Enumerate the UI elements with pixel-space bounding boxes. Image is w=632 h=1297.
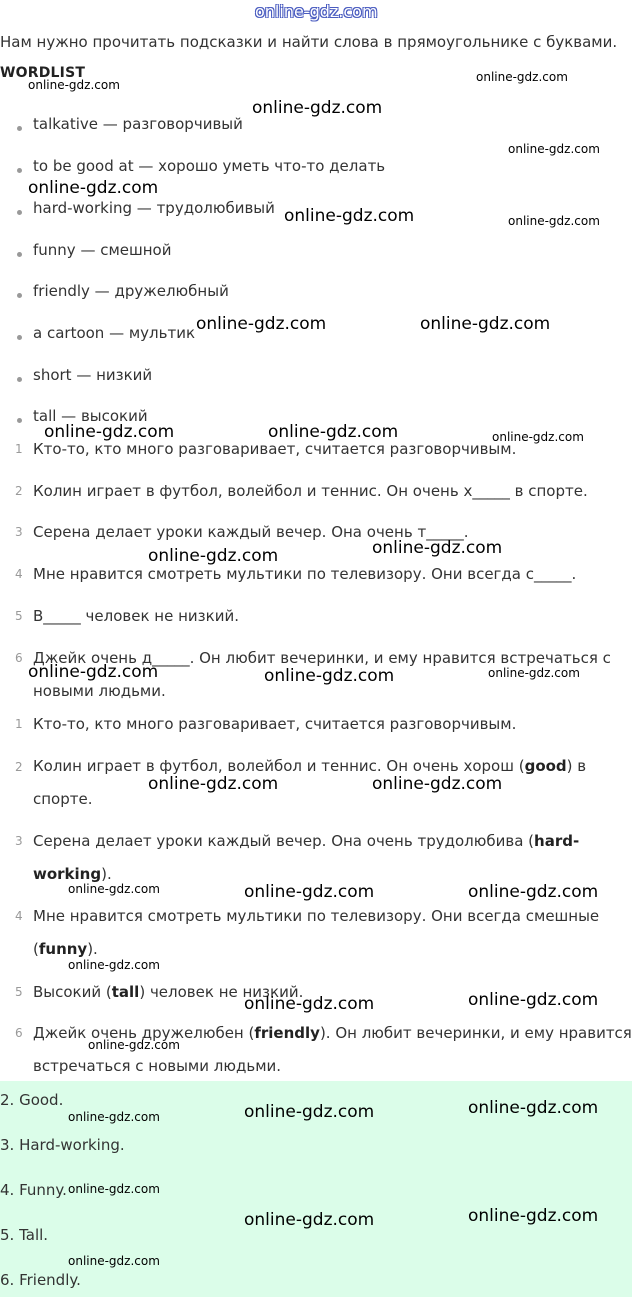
- wordlist-item: funny — смешной: [33, 241, 172, 259]
- solution-item-continued: [33, 940, 98, 958]
- solution-text: ) в: [566, 757, 587, 775]
- watermark: online-gdz.com: [196, 314, 327, 334]
- watermark: online-gdz.com: [244, 882, 375, 902]
- item-number: 2: [15, 760, 23, 774]
- wordlist-item: hard-working — трудолюбивый: [33, 199, 275, 217]
- item-number: 6: [15, 651, 23, 665]
- bullet-icon: [17, 210, 22, 215]
- solution-text: Колин играет в футбол, волейбол и теннис. Он очень хорош (: [33, 757, 525, 775]
- watermark: online-gdz.com: [28, 78, 120, 92]
- item-number: 4: [15, 909, 23, 923]
- watermark: online-gdz.com: [68, 958, 160, 972]
- site-logo-label: online-gdz.com: [255, 2, 378, 21]
- watermark: online-gdz.com: [44, 422, 175, 442]
- wordlist-item: a cartoon — мультик: [33, 324, 196, 342]
- watermark: online-gdz.com: [508, 142, 600, 156]
- exercise-item-continued: новыми людьми.: [33, 682, 166, 700]
- answer-word: friendly: [254, 1024, 320, 1042]
- answer-item: 6. Friendly.: [0, 1271, 81, 1289]
- answer-item: 5. Tall.: [0, 1226, 49, 1244]
- solution-text: ).: [87, 940, 98, 958]
- exercise-item: Мне нравится смотреть мультики по телевизору. Они всегда с_____.: [33, 565, 577, 583]
- watermark: online-gdz.com: [268, 422, 399, 442]
- solution-item: Кто-то, кто много разговаривает, считается разговорчивым.: [33, 715, 517, 733]
- watermark: online-gdz.com: [284, 206, 415, 226]
- wordlist-item: to be good at — хорошо уметь что-то делать: [33, 157, 386, 175]
- solution-text: Высокий (: [33, 983, 112, 1001]
- answer-word: hard-: [534, 832, 580, 850]
- exercise-item: В_____ человек не низкий.: [33, 607, 239, 625]
- solution-item-continued: спорте.: [33, 790, 93, 808]
- item-number: 5: [15, 985, 23, 999]
- watermark: online-gdz.com: [68, 1110, 160, 1124]
- solution-item: Мне нравится смотреть мультики по телевизору. Они всегда смешные: [33, 907, 600, 925]
- bullet-icon: [17, 168, 22, 173]
- exercise-item: Колин играет в футбол, волейбол и теннис. Он очень х_____ в спорте.: [33, 482, 588, 500]
- watermark: online-gdz.com: [372, 538, 503, 558]
- watermark: online-gdz.com: [420, 314, 551, 334]
- bullet-icon: [17, 335, 22, 340]
- solution-text: Джейк очень дружелюбен (: [33, 1024, 255, 1042]
- watermark: online-gdz.com: [68, 1182, 160, 1196]
- wordlist-item: talkative — разговорчивый: [33, 115, 243, 133]
- bullet-icon: [17, 377, 22, 382]
- watermark: online-gdz.com: [68, 1254, 160, 1268]
- watermark: online-gdz.com: [28, 662, 159, 682]
- item-number: 5: [15, 609, 23, 623]
- wordlist-item: short — низкий: [33, 366, 153, 384]
- watermark: online-gdz.com: [244, 1102, 375, 1122]
- item-number: 1: [15, 442, 23, 456]
- watermark: online-gdz.com: [264, 666, 395, 686]
- bullet-icon: [17, 252, 22, 257]
- solution-text: (: [33, 940, 39, 958]
- bullet-icon: [17, 418, 22, 423]
- answer-word: tall: [111, 983, 140, 1001]
- watermark: online-gdz.com: [148, 774, 279, 794]
- item-number: 2: [15, 484, 23, 498]
- watermark: online-gdz.com: [28, 178, 159, 198]
- wordlist-item: friendly — дружелюбный: [33, 282, 229, 300]
- bullet-icon: [17, 293, 22, 298]
- intro-text: Нам нужно прочитать подсказки и найти слова в прямоугольнике с буквами.: [0, 33, 618, 51]
- watermark: online-gdz.com: [68, 882, 160, 896]
- bullet-icon: [17, 126, 22, 131]
- watermark: online-gdz.com: [88, 1038, 180, 1052]
- solution-text: ). Он любит вечеринки, и ему нравится: [319, 1024, 632, 1042]
- item-number: 1: [15, 717, 23, 731]
- watermark: online-gdz.com: [372, 774, 503, 794]
- answer-word: working: [33, 865, 102, 883]
- solution-item-continued: встречаться с новыми людьми.: [33, 1057, 282, 1075]
- watermark: online-gdz.com: [252, 98, 383, 118]
- answer-item: 4. Funny.: [0, 1181, 67, 1199]
- solution-text: ).: [101, 865, 112, 883]
- answer-word: good: [524, 757, 567, 775]
- watermark: online-gdz.com: [148, 546, 279, 566]
- answer-word: funny: [38, 940, 88, 958]
- item-number: 3: [15, 525, 23, 539]
- watermark: online-gdz.com: [468, 990, 599, 1010]
- exercise-item: Серена делает уроки каждый вечер. Она очень т_____.: [33, 523, 469, 541]
- watermark: online-gdz.com: [244, 994, 375, 1014]
- item-number: 6: [15, 1026, 23, 1040]
- watermark: online-gdz.com: [468, 1098, 599, 1118]
- solution-item-continued: [33, 865, 112, 883]
- watermark: online-gdz.com: [508, 214, 600, 228]
- watermark: online-gdz.com: [476, 70, 568, 84]
- exercise-item: Кто-то, кто много разговаривает, считается разговорчивым.: [33, 440, 517, 458]
- wordlist-item: tall — высокий: [33, 407, 148, 425]
- item-number: 3: [15, 834, 23, 848]
- watermark: online-gdz.com: [488, 666, 580, 680]
- solution-text: Серена делает уроки каждый вечер. Она очень трудолюбива (: [33, 832, 535, 850]
- exercise-item: Джейк очень д_____. Он любит вечеринки, и ему нравится встречаться с: [33, 649, 611, 667]
- watermark: online-gdz.com: [244, 1210, 375, 1230]
- solution-item: [33, 757, 586, 775]
- solution-item: [33, 832, 579, 850]
- wordlist-title: WORDLIST: [0, 65, 86, 81]
- watermark: online-gdz.com: [468, 882, 599, 902]
- watermark: online-gdz.com: [468, 1206, 599, 1226]
- answer-item: 3. Hard-working.: [0, 1136, 125, 1154]
- solution-text: ) человек не низкий.: [139, 983, 304, 1001]
- item-number: 4: [15, 567, 23, 581]
- answer-item: 2. Good.: [0, 1091, 64, 1109]
- watermark: online-gdz.com: [492, 430, 584, 444]
